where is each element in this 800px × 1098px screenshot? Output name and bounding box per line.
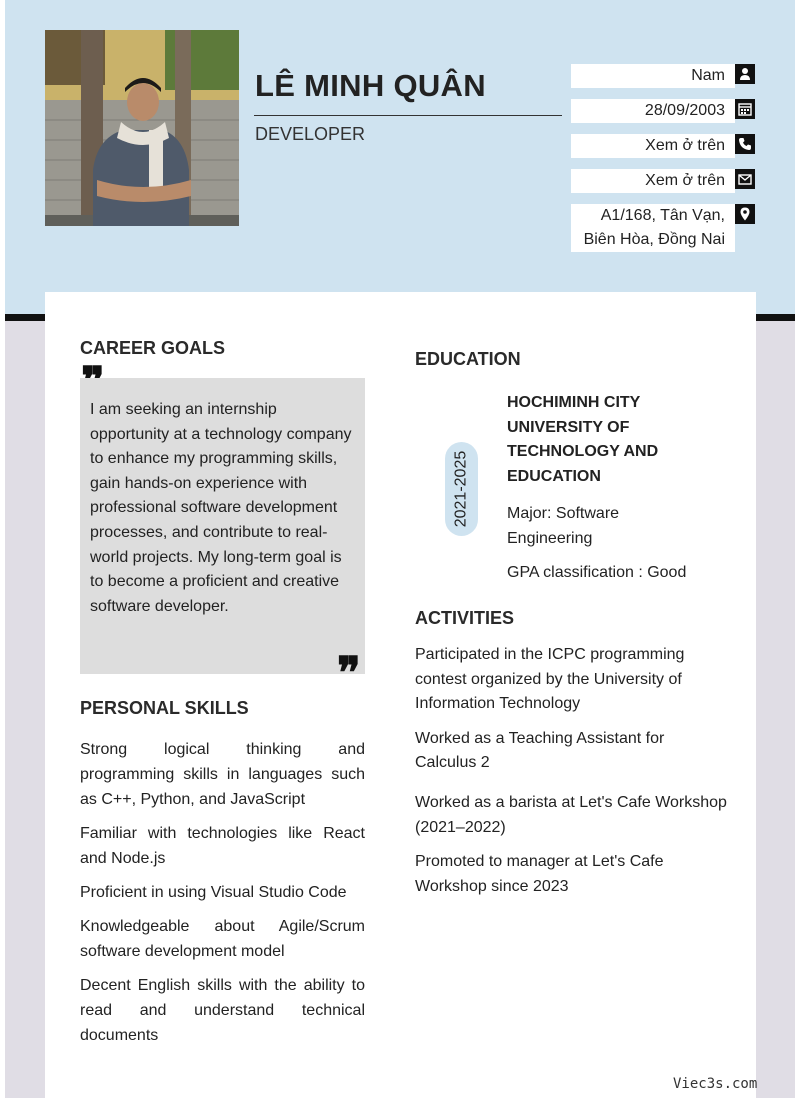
name-divider <box>254 115 562 116</box>
location-pin-icon <box>735 204 755 224</box>
contact-gender-value: Nam <box>571 64 735 88</box>
activities-heading: ACTIVITIES <box>415 608 515 628</box>
person-icon <box>735 64 755 84</box>
contact-phone <box>571 134 755 158</box>
content-card <box>45 292 756 1098</box>
calendar-icon <box>735 99 755 119</box>
education-heading: EDUCATION <box>415 349 521 369</box>
contact-address-line2: Biên Hòa, Đồng Nai <box>583 231 725 248</box>
skill-item: Knowledgeable about Agile/Scrum software development model <box>80 918 365 960</box>
contact-address-line1: A1/168, Tân Vạn, <box>600 207 725 224</box>
education-school: HOCHIMINH CITY UNIVERSITY OF TECHNOLOGY AND EDUCATION <box>507 394 659 485</box>
activity-item: Participated in the ICPC programming contest organized by the University of Information Technology <box>415 646 685 713</box>
close-quote-icon: ❞ <box>337 648 361 699</box>
education-years: 2021-2025 <box>452 450 470 528</box>
watermark: Viec3s.com <box>673 1076 758 1092</box>
resume-page <box>5 0 795 1098</box>
skills-list <box>80 737 365 1057</box>
education-gpa: GPA classification : Good <box>507 564 687 581</box>
contact-address <box>571 204 755 252</box>
skill-item: Proficient in using Visual Studio Code <box>80 884 347 901</box>
contact-birthday <box>571 99 755 123</box>
contact-birthday-value: 28/09/2003 <box>571 99 735 123</box>
activities-list <box>415 643 735 909</box>
skill-item: Strong logical thinking and programming skills in languages such as C++, Python, and JavaScript <box>80 741 365 808</box>
activity-item: Promoted to manager at Let's Cafe Workshop since 2023 <box>415 853 664 895</box>
profile-photo <box>45 30 239 226</box>
skill-item: Familiar with technologies like React and Node.js <box>80 825 365 867</box>
contact-email-value: Xem ở trên <box>571 169 735 193</box>
contact-email <box>571 169 755 193</box>
contact-gender <box>571 64 755 88</box>
personal-skills-heading: PERSONAL SKILLS <box>80 698 249 718</box>
education-years-badge <box>445 442 478 536</box>
email-icon <box>735 169 755 189</box>
full-name: LÊ MINH QUÂN <box>255 68 486 103</box>
career-goals-heading: CAREER GOALS <box>80 338 226 358</box>
education-major: Major: Software Engineering <box>507 505 620 547</box>
activity-item: Worked as a barista at Let's Cafe Workshop (2021–2022) <box>415 793 727 836</box>
career-goals-text: I am seeking an internship opportunity at a technology company to enhance my programming skills, gain hands-on experience with professional software development processes, and contribute to real-world projects. My long-term goal is to become a proficient and creative software developer. <box>80 378 365 674</box>
phone-icon <box>735 134 755 154</box>
contact-address-value <box>571 204 735 252</box>
skill-item: Decent English skills with the ability to read and understand technical documents <box>80 977 365 1044</box>
contact-phone-value: Xem ở trên <box>571 134 735 158</box>
job-title: DEVELOPER <box>255 124 366 144</box>
activity-item: Worked as a Teaching Assistant for Calculus 2 <box>415 729 665 772</box>
